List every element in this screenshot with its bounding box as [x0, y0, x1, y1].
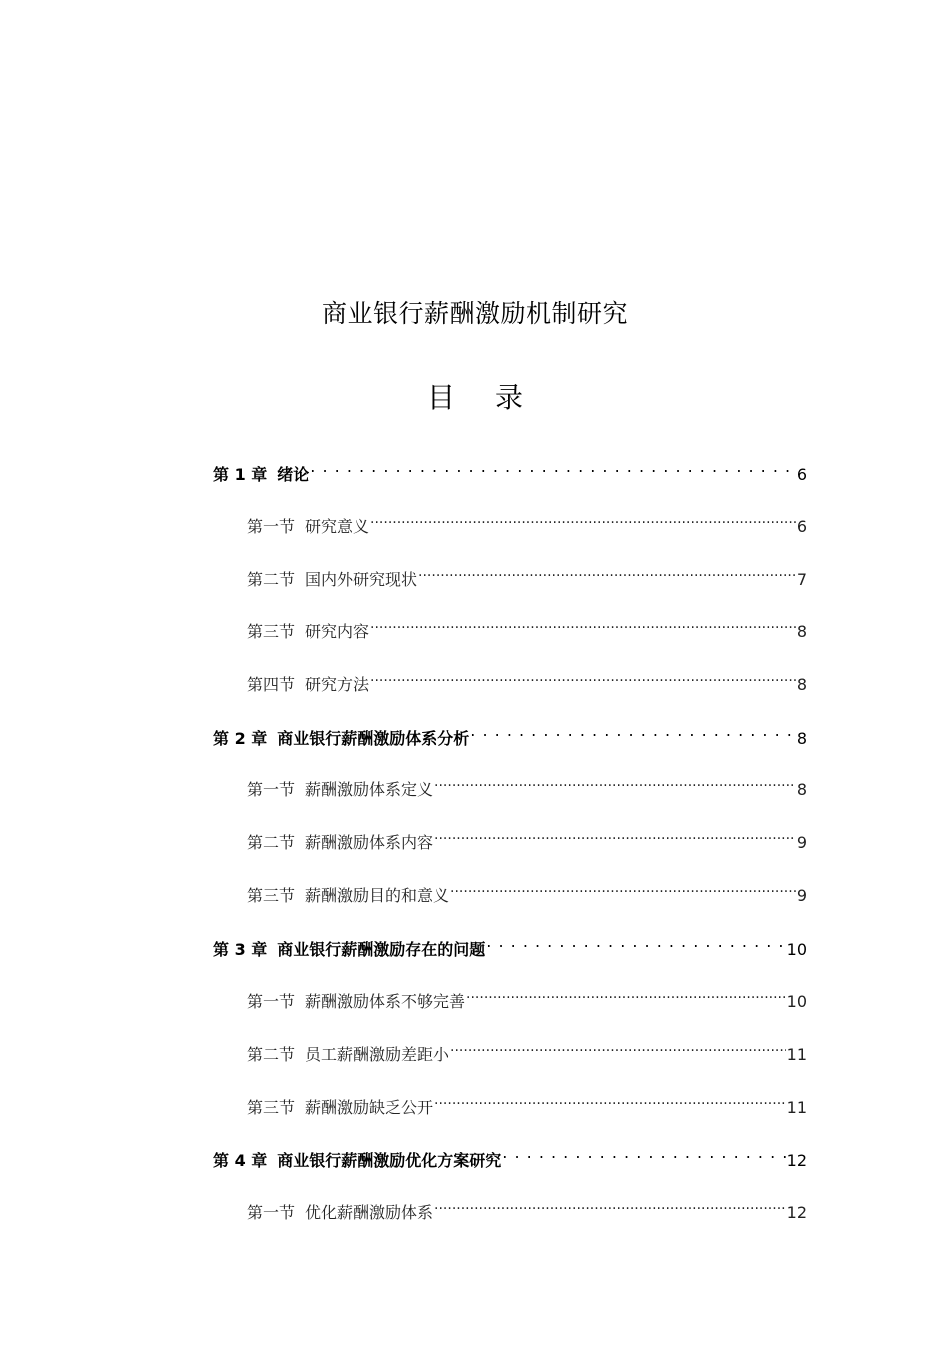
toc-entry-section[interactable]	[247, 559, 807, 589]
toc-heading	[0, 378, 950, 418]
toc-entry-number: 第一节	[247, 992, 296, 1011]
toc-entry-number: 第一节	[247, 780, 296, 799]
toc-entry-page: 10	[786, 940, 807, 959]
toc-entry-label: 薪酬激励缺乏公开	[305, 1098, 434, 1117]
toc-entry-page: 9	[796, 833, 807, 852]
dot-leader	[370, 611, 796, 637]
document-title: 商业银行薪酬激励机制研究	[321, 299, 628, 328]
dot-leader	[370, 506, 796, 532]
toc-entry-section[interactable]	[247, 664, 807, 694]
toc-entry-label: 薪酬激励目的和意义	[305, 886, 450, 905]
dot-leader	[434, 1192, 786, 1218]
dot-leader	[502, 1140, 785, 1166]
toc-entry-page: 8	[796, 622, 807, 641]
toc-entry-section[interactable]	[247, 875, 807, 905]
toc-entry-chapter[interactable]	[213, 1140, 807, 1170]
toc-entry-chapter[interactable]	[213, 718, 807, 748]
dot-leader	[466, 981, 786, 1007]
toc-entry-label: 研究意义	[305, 517, 370, 536]
dot-leader	[470, 718, 796, 744]
toc-entry-number: 第三节	[247, 886, 296, 905]
toc-entry-section[interactable]	[247, 981, 807, 1011]
toc-entry-number: 第三节	[247, 1098, 296, 1117]
dot-leader	[418, 559, 796, 585]
dot-leader	[450, 1034, 786, 1060]
toc-entry-label: 薪酬激励体系不够完善	[305, 992, 466, 1011]
toc-entry-section[interactable]	[247, 769, 807, 799]
toc-entry-number: 第一节	[247, 1203, 296, 1222]
toc-entry-page: 8	[796, 780, 807, 799]
toc-entry-page: 12	[786, 1203, 807, 1222]
toc-entry-label: 薪酬激励体系定义	[305, 780, 434, 799]
toc-entry-number: 第四节	[247, 675, 296, 694]
toc-entry-section[interactable]	[247, 506, 807, 536]
toc-entry-section[interactable]	[247, 1034, 807, 1064]
toc-entry-number: 第 2 章	[213, 729, 268, 748]
toc-entry-number: 第 3 章	[213, 940, 268, 959]
toc-entry-label: 国内外研究现状	[305, 570, 418, 589]
toc-entry-page: 7	[796, 570, 807, 589]
toc-entry-section[interactable]	[247, 822, 807, 852]
toc-entry-label: 商业银行薪酬激励优化方案研究	[277, 1151, 502, 1170]
toc-entry-page: 12	[786, 1151, 807, 1170]
toc-entry-label: 商业银行薪酬激励体系分析	[277, 729, 470, 748]
toc-entry-page: 10	[786, 992, 807, 1011]
toc-entry-chapter[interactable]	[213, 929, 807, 959]
toc-entry-chapter[interactable]	[213, 454, 807, 484]
toc-entry-label: 研究方法	[305, 675, 370, 694]
toc-entry-page: 11	[786, 1098, 807, 1117]
toc-entry-page: 6	[796, 465, 807, 484]
toc-entry-page: 11	[786, 1045, 807, 1064]
toc-entry-label: 薪酬激励体系内容	[305, 833, 434, 852]
toc-entry-number: 第 1 章	[213, 465, 268, 484]
toc-entry-number: 第二节	[247, 833, 296, 852]
toc-entry-number: 第一节	[247, 517, 296, 536]
dot-leader	[434, 822, 796, 848]
toc-entry-number: 第三节	[247, 622, 296, 641]
toc-entry-section[interactable]	[247, 1087, 807, 1117]
toc-heading-char: 录	[495, 381, 524, 414]
toc-entry-section[interactable]	[247, 1192, 807, 1222]
toc-entry-page: 8	[796, 729, 807, 748]
toc-heading-char: 目	[426, 381, 455, 414]
toc-entry-page: 9	[796, 886, 807, 905]
toc-entry-page: 8	[796, 675, 807, 694]
dot-leader	[450, 875, 796, 901]
toc-entry-number: 第二节	[247, 570, 296, 589]
dot-leader	[434, 1087, 786, 1113]
toc-entry-section[interactable]	[247, 611, 807, 641]
toc-entry-number: 第二节	[247, 1045, 296, 1064]
toc-entry-label: 研究内容	[305, 622, 370, 641]
dot-leader	[370, 664, 796, 690]
toc-entry-number: 第 4 章	[213, 1151, 268, 1170]
toc-entry-label: 商业银行薪酬激励存在的问题	[277, 940, 486, 959]
toc-entry-label: 员工薪酬激励差距小	[305, 1045, 450, 1064]
toc-entry-label: 绪论	[277, 465, 310, 484]
dot-leader	[310, 454, 796, 480]
dot-leader	[486, 929, 785, 955]
toc-entry-page: 6	[796, 517, 807, 536]
toc-entry-label: 优化薪酬激励体系	[305, 1203, 434, 1222]
dot-leader	[434, 769, 796, 795]
